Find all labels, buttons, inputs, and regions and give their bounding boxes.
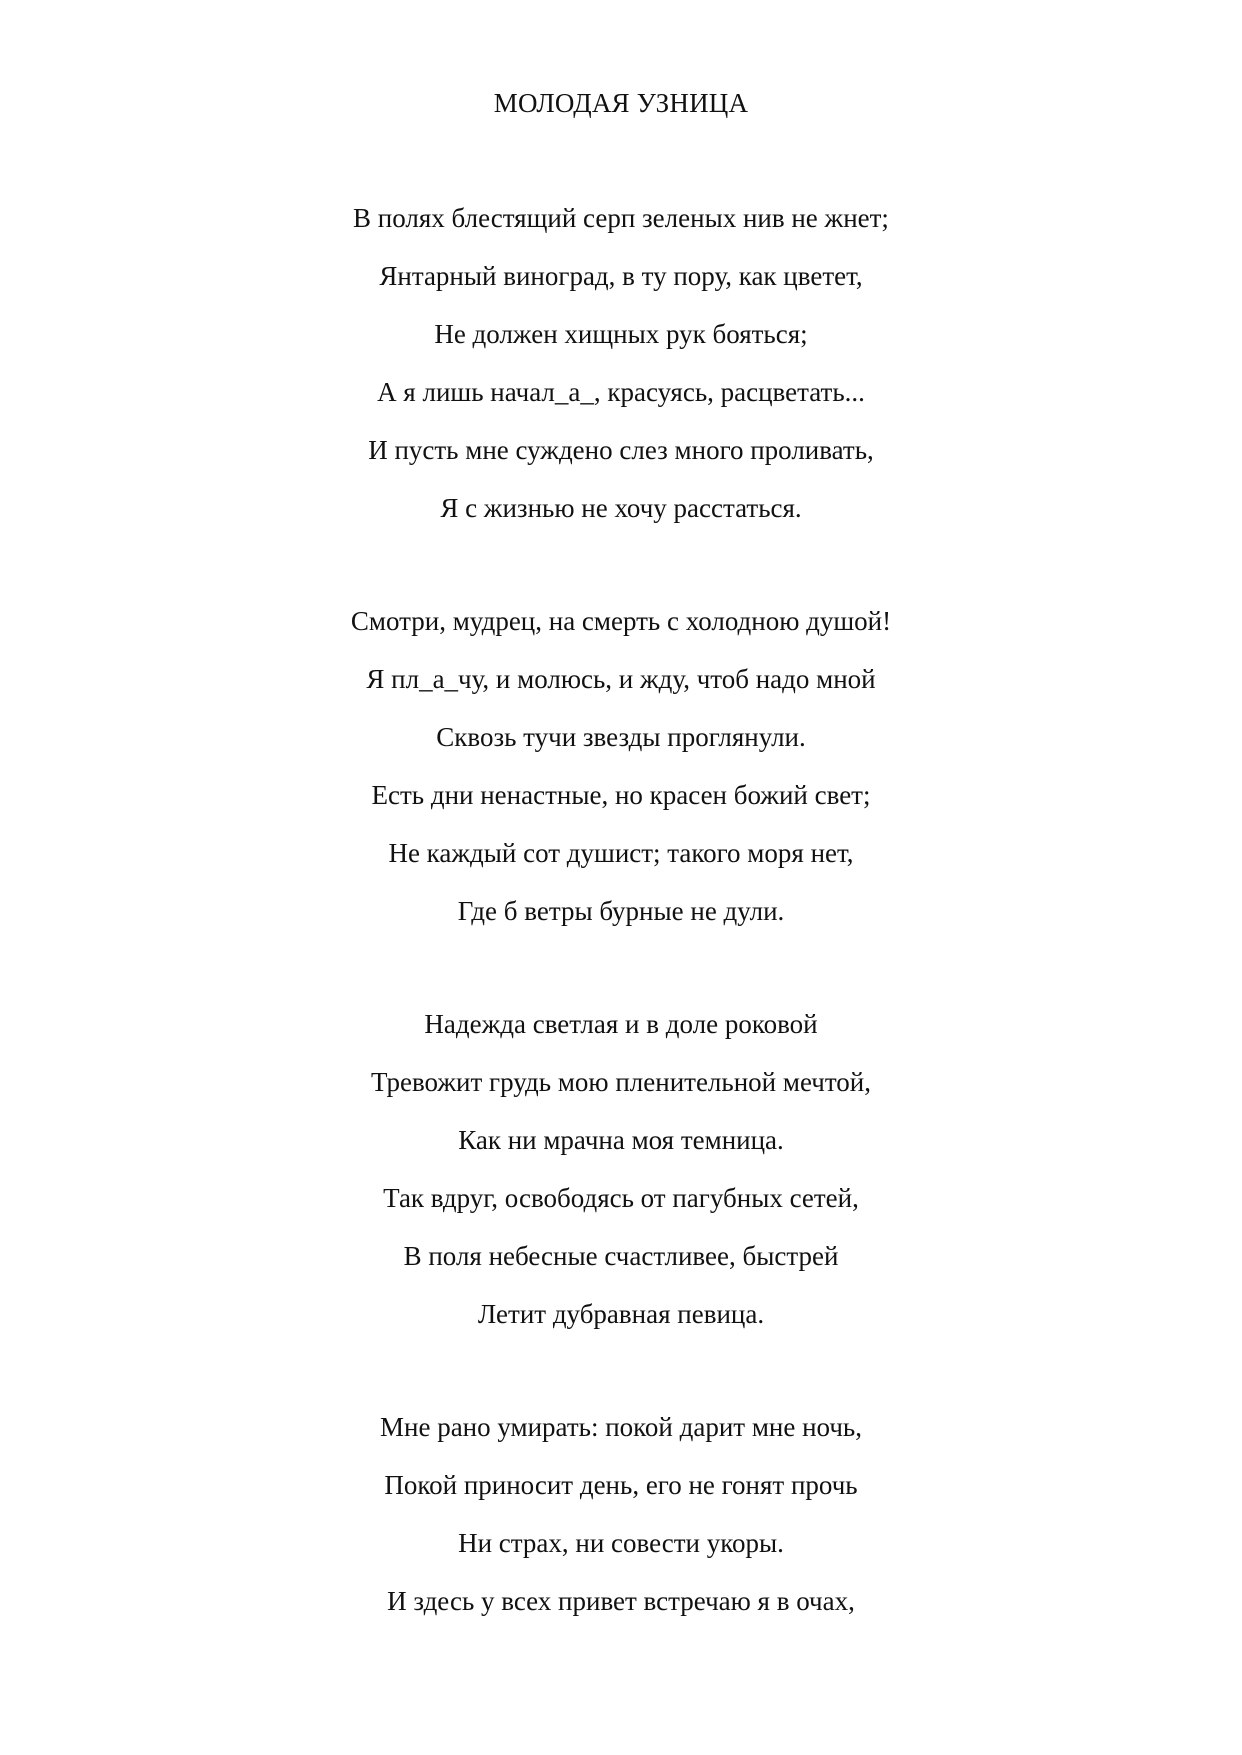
stanza-4 (0, 1407, 1242, 1639)
poem-line: Тревожит грудь мою пленительной мечтой, (371, 1067, 871, 1097)
stanza-3 (0, 1004, 1242, 1352)
poem-line: В полях блестящий серп зеленых нив не жнет; (353, 203, 889, 233)
poem-line: И здесь у всех привет встречаю я в очах, (387, 1586, 855, 1616)
poem-line: Не каждый сот душист; такого моря нет, (388, 838, 854, 868)
poem-line: Есть дни ненастные, но красен божий свет; (371, 780, 871, 810)
poem-line: Так вдруг, освободясь от пагубных сетей, (383, 1183, 859, 1213)
poem-line: Смотри, мудрец, на смерть с холодною душой! (350, 606, 892, 636)
stanza-2 (0, 601, 1242, 949)
poem-line: Янтарный виноград, в ту пору, как цветет, (379, 261, 863, 291)
poem-line: Не должен хищных рук бояться; (434, 319, 808, 349)
poem-line: Как ни мрачна моя темница. (458, 1125, 784, 1155)
poem-line: А я лишь начал_а_, красуясь, расцветать... (377, 377, 865, 407)
poem-line: Надежда светлая и в доле роковой (424, 1009, 818, 1039)
stanza-1 (0, 198, 1242, 546)
poem-line: И пусть мне суждено слез много проливать, (368, 435, 874, 465)
poem-line: Ни страх, ни совести укоры. (458, 1528, 784, 1558)
poem-line: Я пл_а_чу, и молюсь, и жду, чтоб надо мной (366, 664, 876, 694)
poem-title: МОЛОДАЯ УЗНИЦА (493, 88, 749, 118)
poem-line: Где б ветры бурные не дули. (457, 896, 785, 926)
poem-line: Я с жизнью не хочу расстаться. (440, 493, 802, 523)
poem-line: Сквозь тучи звезды проглянули. (436, 722, 806, 752)
poem-line: В поля небесные счастливее, быстрей (403, 1241, 839, 1271)
poem-line: Покой приносит день, его не гонят прочь (384, 1470, 858, 1500)
poem-line: Мне рано умирать: покой дарит мне ночь, (380, 1412, 862, 1442)
poem-line: Летит дубравная певица. (477, 1299, 765, 1329)
